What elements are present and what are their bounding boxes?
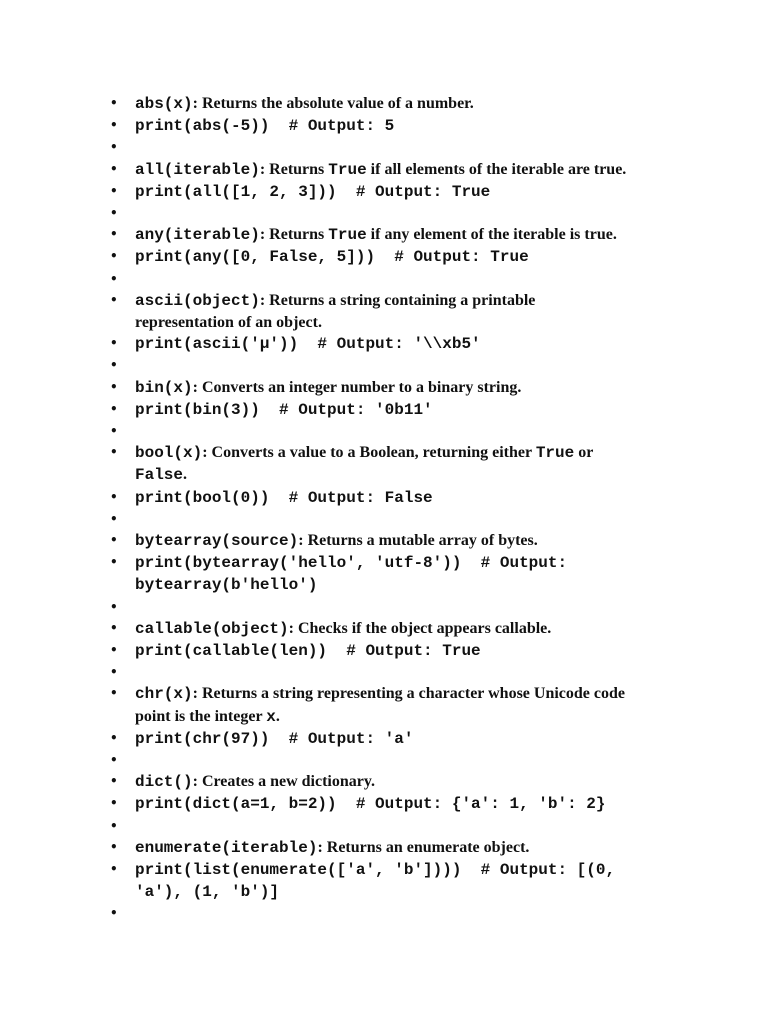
function-description: . (183, 466, 188, 484)
code-example: print(callable(len)) # Output: True (135, 641, 481, 660)
bullet-icon: • (110, 445, 118, 460)
function-signature: bytearray(source) (135, 531, 299, 550)
code-example: print(all([1, 2, 3])) # Output: True (135, 182, 491, 201)
separator: : (192, 378, 202, 396)
separator: : (192, 685, 202, 703)
function-description: Returns a mutable array of bytes. (307, 531, 538, 549)
list-item-empty (106, 903, 706, 924)
function-signature: chr(x) (135, 685, 193, 704)
bullet-icon: • (110, 555, 118, 570)
function-description: point is the integer (135, 707, 267, 725)
bullet-icon: • (110, 271, 118, 286)
list-item-empty (106, 137, 706, 158)
bullet-icon: • (110, 161, 118, 176)
list-item-code (106, 333, 706, 355)
function-signature: bool(x) (135, 444, 203, 463)
bullet-icon: • (110, 730, 118, 745)
bullet-icon: • (110, 511, 118, 526)
function-signature: abs(x) (135, 95, 193, 113)
bullet-icon: • (110, 796, 118, 811)
list-item-code (106, 640, 706, 662)
bullet-icon: • (110, 774, 118, 789)
list-item-code (106, 487, 706, 509)
function-description: if any element of the iterable is true. (366, 226, 617, 244)
function-signature: ascii(object) (135, 291, 260, 310)
code-example: print(bool(0)) # Output: False (135, 488, 433, 507)
function-signature: bin(x) (135, 378, 193, 397)
list-item-dict (106, 771, 706, 793)
list-item-empty (106, 203, 706, 224)
bullet-icon: • (110, 620, 118, 635)
function-signature: callable(object) (135, 619, 289, 638)
bullet-icon: • (110, 665, 118, 680)
function-signature: any(iterable) (135, 226, 260, 245)
function-description: or (574, 444, 594, 462)
list-item-empty (106, 597, 706, 618)
function-description: Returns (269, 160, 329, 178)
bullet-icon: • (110, 336, 118, 351)
list-item-code (106, 399, 706, 421)
function-description: Creates a new dictionary. (201, 773, 375, 791)
bullet-icon: • (110, 686, 118, 701)
list-item-code (106, 552, 706, 596)
function-signature: dict() (135, 773, 193, 792)
list-item-empty (106, 421, 706, 442)
bullet-icon: • (110, 752, 118, 767)
function-description: Returns the absolute value of a number. (201, 95, 474, 112)
bullet-icon: • (110, 839, 118, 854)
keyword: True (328, 226, 367, 245)
bullet-icon: • (110, 249, 118, 264)
code-example: print(ascii('µ')) # Output: '\\xb5' (135, 335, 481, 354)
bullet-icon: • (110, 227, 118, 242)
bullet-icon: • (110, 642, 118, 657)
bullet-icon: • (110, 292, 118, 307)
list-item-chr (106, 683, 706, 727)
bullet-icon: • (110, 861, 118, 876)
bullet-icon: • (110, 118, 118, 133)
bullet-icon: • (110, 358, 118, 373)
function-description: if all elements of the iterable are true. (366, 160, 627, 178)
keyword: True (535, 444, 575, 463)
code-example: print(bin(3)) # Output: '0b11' (135, 400, 433, 419)
function-description: Converts a value to a Boolean, returning either (211, 444, 536, 462)
keyword: True (328, 160, 367, 179)
keyword: x (266, 707, 276, 726)
list-item-empty (106, 355, 706, 376)
code-example: print(dict(a=1, b=2)) # Output: {'a': 1, 'b': 2} (135, 795, 606, 814)
separator: : (259, 160, 270, 178)
list-item-empty (106, 750, 706, 771)
separator: : (192, 95, 202, 112)
list-item-code (106, 246, 706, 268)
separator: : (202, 444, 212, 462)
list-item-code (106, 181, 706, 203)
code-example-continued: 'a'), (1, 'b')] (135, 883, 280, 902)
function-description: Returns an enumerate object. (326, 838, 530, 856)
code-example: print(bytearray('hello', 'utf-8')) # Output: (135, 554, 568, 573)
list-item-code (106, 728, 706, 750)
list-item-empty (106, 816, 706, 837)
list-item-abs (106, 93, 706, 115)
separator: : (298, 531, 308, 549)
separator: : (192, 773, 202, 791)
list-item-code (106, 115, 706, 137)
list-item-code (106, 859, 706, 903)
bullet-icon: • (110, 423, 118, 438)
function-description: representation of an object. (135, 313, 322, 331)
list-item-enumerate (106, 837, 706, 859)
bullet-icon: • (110, 206, 118, 220)
function-description: Returns a string representing a character whose Unicode code (201, 685, 625, 703)
function-description: Converts an integer number to a binary string. (201, 378, 522, 396)
function-description: Returns a string containing a printable (269, 291, 536, 309)
separator: : (288, 619, 298, 637)
list-item-bool (106, 442, 706, 486)
builtin-functions-list (106, 93, 706, 925)
keyword: False (135, 466, 184, 485)
bullet-icon: • (110, 818, 118, 833)
list-item-callable (106, 618, 706, 640)
bullet-icon: • (110, 599, 118, 614)
code-example: print(list(enumerate(['a', 'b']))) # Output: [(0, (135, 860, 616, 879)
function-signature: enumerate(iterable) (135, 838, 318, 857)
list-item-bin (106, 377, 706, 399)
list-item-empty (106, 662, 706, 683)
list-item-all (106, 159, 706, 181)
bullet-icon: • (110, 532, 118, 547)
list-item-ascii (106, 290, 706, 333)
bullet-icon: • (110, 140, 118, 155)
code-example-continued: bytearray(b'hello') (135, 576, 318, 595)
separator: : (317, 838, 327, 856)
function-description: Checks if the object appears callable. (297, 619, 552, 637)
list-item-any (106, 224, 706, 246)
bullet-icon: • (110, 489, 118, 504)
bullet-icon: • (110, 96, 118, 110)
function-description: Returns (269, 226, 329, 244)
code-example: print(abs(-5)) # Output: 5 (135, 117, 395, 136)
separator: : (259, 226, 270, 244)
bullet-icon: • (110, 906, 118, 921)
bullet-icon: • (110, 183, 118, 198)
bullet-icon: • (110, 401, 118, 416)
code-example: print(any([0, False, 5])) # Output: True (135, 248, 529, 267)
list-item-empty (106, 269, 706, 290)
bullet-icon: • (110, 379, 118, 394)
list-item-empty (106, 509, 706, 530)
list-item-bytearray (106, 530, 706, 552)
list-item-code (106, 793, 706, 815)
function-signature: all(iterable) (135, 160, 260, 179)
function-description: . (275, 707, 280, 725)
separator: : (259, 291, 270, 309)
code-example: print(chr(97)) # Output: 'a' (135, 729, 414, 748)
